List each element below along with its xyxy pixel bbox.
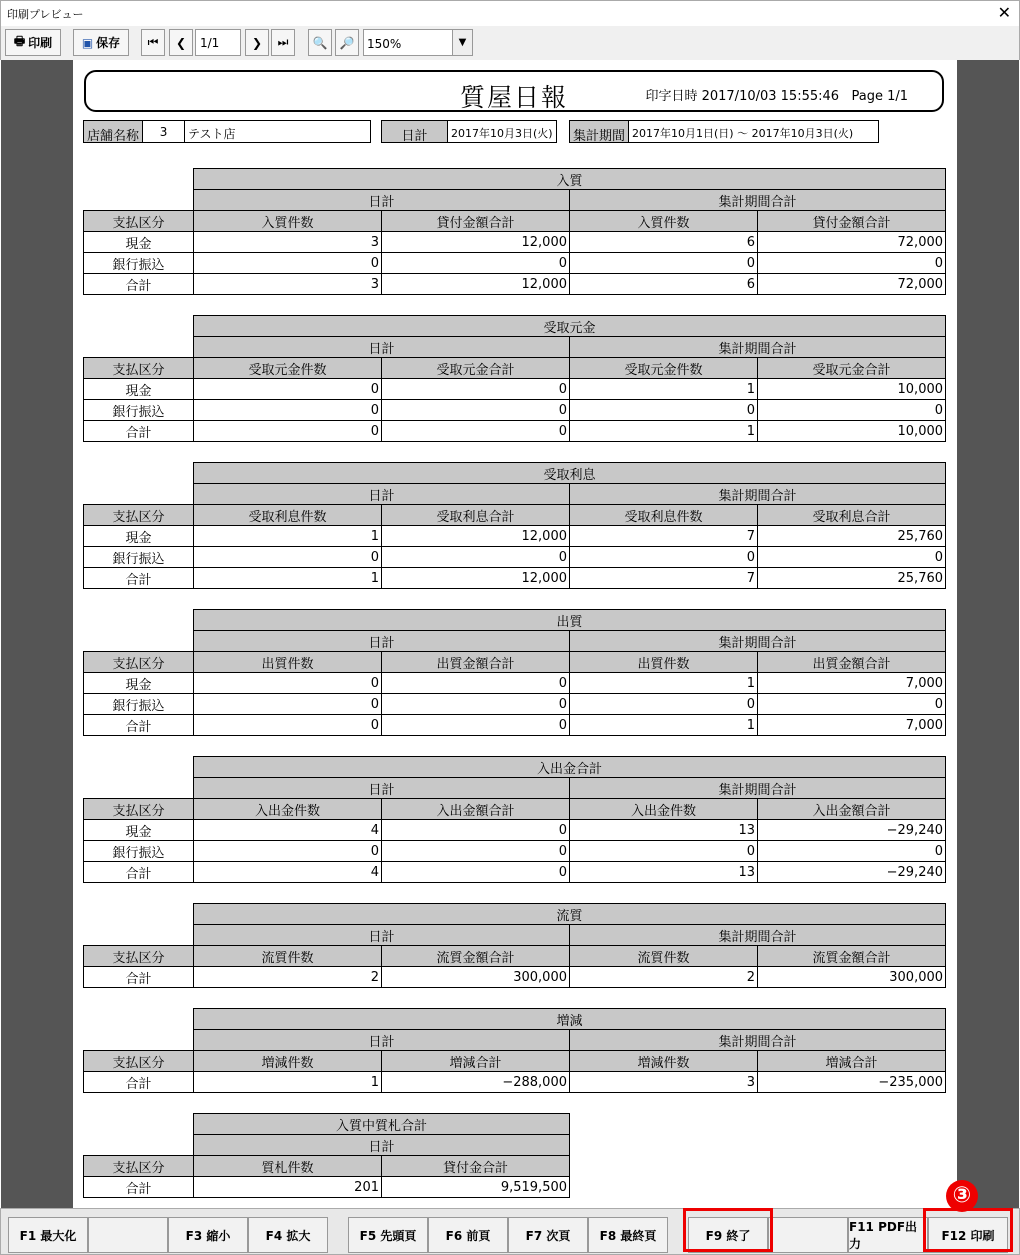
printer-icon: 🖶 — [13, 34, 26, 48]
value-cell: 10,000 — [758, 379, 946, 400]
value-cell: −29,240 — [758, 820, 946, 841]
column-header: 増減合計 — [758, 1051, 946, 1072]
value-cell: 13 — [570, 820, 758, 841]
column-header: 受取元金件数 — [570, 358, 758, 379]
value-cell: 0 — [382, 820, 570, 841]
section-title: 入質 — [194, 169, 946, 190]
group-header-period: 集計期間合計 — [570, 337, 946, 358]
daily-info: 日計 2017年10月3日(火) — [381, 120, 557, 143]
table-row — [84, 421, 946, 442]
blank-cell — [84, 484, 194, 505]
value-cell: 300,000 — [758, 967, 946, 988]
value-cell: 201 — [194, 1177, 382, 1198]
value-cell: 1 — [570, 379, 758, 400]
table-row — [84, 274, 946, 295]
period-info: 集計期間 2017年10月1日(日) ～ 2017年10月3日(火) — [569, 120, 879, 143]
function-key-bar — [0, 1208, 1020, 1255]
value-cell: 0 — [194, 841, 382, 862]
value-cell: 12,000 — [382, 274, 570, 295]
table-row — [84, 526, 946, 547]
value-cell: 0 — [758, 694, 946, 715]
group-header-daily: 日計 — [194, 337, 570, 358]
table-row — [84, 694, 946, 715]
group-header-period: 集計期間合計 — [570, 190, 946, 211]
value-cell: 2 — [570, 967, 758, 988]
highlight-f12 — [923, 1208, 1013, 1252]
preview-viewer[interactable] — [1, 60, 1019, 1208]
group-header-daily: 日計 — [194, 1030, 570, 1051]
value-cell: 0 — [382, 694, 570, 715]
value-cell: 13 — [570, 862, 758, 883]
column-header: 流質金額合計 — [758, 946, 946, 967]
value-cell: 6 — [570, 274, 758, 295]
value-cell: 0 — [382, 841, 570, 862]
table-row — [84, 379, 946, 400]
value-cell: 25,760 — [758, 568, 946, 589]
group-header-period: 集計期間合計 — [570, 925, 946, 946]
value-cell: 9,519,500 — [382, 1177, 570, 1198]
value-cell: 1 — [194, 1072, 382, 1093]
section-table — [83, 462, 946, 589]
value-cell: 0 — [194, 715, 382, 736]
value-cell: 0 — [194, 379, 382, 400]
value-cell: 3 — [570, 1072, 758, 1093]
zoom-out-button[interactable] — [308, 29, 332, 56]
group-header-daily: 日計 — [194, 778, 570, 799]
highlight-f9 — [683, 1208, 773, 1252]
last-page-icon: ⏭ — [277, 35, 289, 49]
column-header: 増減件数 — [194, 1051, 382, 1072]
f9-exit-button[interactable]: F9 終了 — [688, 1217, 768, 1253]
column-header: 流質金額合計 — [382, 946, 570, 967]
value-cell: 0 — [194, 253, 382, 274]
column-header: 入出金額合計 — [382, 799, 570, 820]
section-table — [83, 756, 946, 883]
group-header-period: 集計期間合計 — [570, 1030, 946, 1051]
zoom-value: 150% — [367, 37, 402, 51]
column-header: 受取利息件数 — [570, 505, 758, 526]
value-cell: 72,000 — [758, 274, 946, 295]
section-title: 入質中質札合計 — [194, 1114, 570, 1135]
value-cell: 1 — [194, 568, 382, 589]
value-cell: 0 — [758, 253, 946, 274]
blank-cell — [84, 316, 194, 337]
value-cell: 12,000 — [382, 232, 570, 253]
chevron-down-icon[interactable]: ▼ — [452, 30, 472, 55]
table-row — [84, 1072, 946, 1093]
section-table — [83, 168, 946, 295]
row-label: 現金 — [84, 673, 194, 694]
pay-type-header: 支払区分 — [84, 1156, 194, 1177]
column-header: 受取元金合計 — [382, 358, 570, 379]
group-header-daily: 日計 — [194, 631, 570, 652]
value-cell: 0 — [194, 694, 382, 715]
column-header: 貸付金額合計 — [382, 211, 570, 232]
column-header: 入出金件数 — [194, 799, 382, 820]
table-row — [84, 1177, 570, 1198]
value-cell: 0 — [570, 841, 758, 862]
value-cell: 3 — [194, 232, 382, 253]
store-info: 店舗名称 3 テスト店 — [83, 120, 371, 143]
value-cell: 25,760 — [758, 526, 946, 547]
row-label: 合計 — [84, 715, 194, 736]
value-cell: 72,000 — [758, 232, 946, 253]
section-table — [83, 315, 946, 442]
print-datetime: 印字日時 2017/10/03 15:55:46 Page 1/1 — [645, 89, 908, 104]
value-cell: 0 — [758, 400, 946, 421]
column-header: 受取利息件数 — [194, 505, 382, 526]
f1-maximize-button[interactable]: F1 最大化 — [8, 1217, 88, 1253]
column-header: 出質金額合計 — [758, 652, 946, 673]
value-cell: 0 — [758, 547, 946, 568]
pay-type-header: 支払区分 — [84, 358, 194, 379]
toolbar — [0, 26, 1020, 60]
blank-cell — [84, 1030, 194, 1051]
value-cell: 300,000 — [382, 967, 570, 988]
table-row — [84, 400, 946, 421]
table-row — [84, 820, 946, 841]
f3-zoom-out-button[interactable]: F3 縮小 — [168, 1217, 248, 1253]
value-cell: 0 — [382, 547, 570, 568]
row-label: 銀行振込 — [84, 841, 194, 862]
column-header: 入出金件数 — [570, 799, 758, 820]
next-page-button[interactable] — [245, 29, 269, 56]
column-header: 受取利息合計 — [758, 505, 946, 526]
column-header: 増減件数 — [570, 1051, 758, 1072]
value-cell: 0 — [194, 547, 382, 568]
column-header: 貸付金額合計 — [758, 211, 946, 232]
report-header — [84, 70, 944, 112]
window-titlebar — [0, 0, 1020, 26]
value-cell: 0 — [382, 421, 570, 442]
value-cell: −29,240 — [758, 862, 946, 883]
value-cell: 1 — [570, 673, 758, 694]
blank-cell — [84, 463, 194, 484]
value-cell: 0 — [570, 547, 758, 568]
report-title: 質屋日報 — [459, 83, 568, 112]
table-row — [84, 673, 946, 694]
page-label: Page 1/1 — [851, 89, 908, 104]
blank-cell — [84, 904, 194, 925]
value-cell: 12,000 — [382, 526, 570, 547]
group-header-period: 集計期間合計 — [570, 631, 946, 652]
section-table — [83, 1008, 946, 1093]
zoom-in-icon: 🔎 — [339, 35, 355, 50]
row-label: 銀行振込 — [84, 547, 194, 568]
column-header: 受取利息合計 — [382, 505, 570, 526]
blank-cell — [84, 169, 194, 190]
section-table — [83, 1113, 570, 1198]
row-label: 合計 — [84, 568, 194, 589]
zoom-select[interactable] — [363, 29, 473, 56]
group-header-daily: 日計 — [194, 190, 570, 211]
prev-page-button[interactable] — [169, 29, 193, 56]
zoom-out-icon: 🔍 — [312, 35, 328, 50]
value-cell: 0 — [570, 694, 758, 715]
row-label: 合計 — [84, 1072, 194, 1093]
value-cell: 0 — [194, 400, 382, 421]
f7-next-page-button[interactable]: F7 次頁 — [508, 1217, 588, 1253]
table-row — [84, 253, 946, 274]
blank-cell — [84, 778, 194, 799]
section-title: 流質 — [194, 904, 946, 925]
column-header: 流質件数 — [570, 946, 758, 967]
row-label: 現金 — [84, 820, 194, 841]
value-cell: 0 — [758, 841, 946, 862]
value-cell: 4 — [194, 862, 382, 883]
value-cell: 7 — [570, 568, 758, 589]
blank-cell — [84, 337, 194, 358]
pay-type-header: 支払区分 — [84, 505, 194, 526]
close-icon[interactable]: ✕ — [997, 3, 1011, 22]
blank-cell — [84, 757, 194, 778]
chevron-left-icon: ❮ — [175, 35, 187, 50]
table-row — [84, 568, 946, 589]
value-cell: −288,000 — [382, 1072, 570, 1093]
row-label: 合計 — [84, 1177, 194, 1198]
row-label: 合計 — [84, 862, 194, 883]
value-cell: 0 — [382, 253, 570, 274]
group-header-period: 集計期間合計 — [570, 778, 946, 799]
section-title: 入出金合計 — [194, 757, 946, 778]
page-number-input[interactable]: 1/1 — [195, 29, 241, 56]
value-cell: 10,000 — [758, 421, 946, 442]
section-table — [83, 609, 946, 736]
value-cell: 1 — [570, 421, 758, 442]
column-header: 受取元金件数 — [194, 358, 382, 379]
section-title: 増減 — [194, 1009, 946, 1030]
first-page-button[interactable] — [141, 29, 165, 56]
column-header: 質札件数 — [194, 1156, 382, 1177]
table-row — [84, 715, 946, 736]
period-value: 2017年10月1日(日) ～ 2017年10月3日(火) — [632, 127, 854, 140]
table-row — [84, 547, 946, 568]
f6-prev-page-button[interactable]: F6 前頁 — [428, 1217, 508, 1253]
column-header: 入出金額合計 — [758, 799, 946, 820]
blank-cell — [84, 925, 194, 946]
section-title: 受取元金 — [194, 316, 946, 337]
value-cell: 3 — [194, 274, 382, 295]
value-cell: 0 — [382, 379, 570, 400]
column-header: 出質件数 — [194, 652, 382, 673]
chevron-right-icon: ❯ — [251, 35, 263, 50]
step-badge: ③ — [946, 1180, 978, 1212]
table-row — [84, 967, 946, 988]
section-title: 出質 — [194, 610, 946, 631]
value-cell: 0 — [194, 673, 382, 694]
value-cell: 0 — [194, 421, 382, 442]
row-label: 銀行振込 — [84, 400, 194, 421]
column-header: 増減合計 — [382, 1051, 570, 1072]
value-cell: 7,000 — [758, 673, 946, 694]
f10-blank-button — [768, 1217, 848, 1253]
floppy-icon: ▣ — [81, 35, 94, 50]
f11-pdf-export-button[interactable]: F11 PDF出力 — [848, 1217, 928, 1253]
value-cell: 0 — [570, 253, 758, 274]
column-header: 出質金額合計 — [382, 652, 570, 673]
pay-type-header: 支払区分 — [84, 211, 194, 232]
pay-type-header: 支払区分 — [84, 1051, 194, 1072]
value-cell: 0 — [382, 400, 570, 421]
blank-cell — [84, 1009, 194, 1030]
row-label: 銀行振込 — [84, 253, 194, 274]
zoom-in-button[interactable] — [335, 29, 359, 56]
table-row — [84, 841, 946, 862]
row-label: 現金 — [84, 379, 194, 400]
column-header: 受取元金合計 — [758, 358, 946, 379]
value-cell: 2 — [194, 967, 382, 988]
f12-print-button[interactable]: F12 印刷 — [928, 1217, 1008, 1253]
last-page-button[interactable] — [271, 29, 295, 56]
store-code: 3 — [143, 121, 185, 142]
group-header-period: 集計期間合計 — [570, 484, 946, 505]
column-header: 流質件数 — [194, 946, 382, 967]
pay-type-header: 支払区分 — [84, 652, 194, 673]
group-header-daily: 日計 — [194, 925, 570, 946]
pay-type-header: 支払区分 — [84, 946, 194, 967]
f2-blank-button — [88, 1217, 168, 1253]
first-page-icon: ⏮ — [147, 35, 159, 49]
column-header: 出質件数 — [570, 652, 758, 673]
value-cell: 0 — [382, 673, 570, 694]
value-cell: 0 — [382, 862, 570, 883]
report-page — [73, 60, 957, 1208]
save-button[interactable]: ▣ 保存 — [73, 29, 129, 56]
f8-last-page-button[interactable]: F8 最終頁 — [588, 1217, 668, 1253]
value-cell: 12,000 — [382, 568, 570, 589]
group-header-daily: 日計 — [194, 1135, 570, 1156]
row-label: 合計 — [84, 421, 194, 442]
row-label: 現金 — [84, 232, 194, 253]
value-cell: 7,000 — [758, 715, 946, 736]
table-row — [84, 862, 946, 883]
blank-cell — [84, 631, 194, 652]
blank-cell — [84, 1114, 194, 1135]
print-button[interactable]: 🖶 印刷 — [5, 29, 61, 56]
blank-cell — [84, 1135, 194, 1156]
value-cell: 6 — [570, 232, 758, 253]
pay-type-header: 支払区分 — [84, 799, 194, 820]
store-name: テスト店 — [188, 127, 236, 141]
f5-first-page-button[interactable]: F5 先頭頁 — [348, 1217, 428, 1253]
group-header-daily: 日計 — [194, 484, 570, 505]
value-cell: 0 — [382, 715, 570, 736]
column-header: 貸付金合計 — [382, 1156, 570, 1177]
value-cell: 1 — [194, 526, 382, 547]
blank-cell — [84, 610, 194, 631]
row-label: 銀行振込 — [84, 694, 194, 715]
f4-zoom-in-button[interactable]: F4 拡大 — [248, 1217, 328, 1253]
value-cell: 1 — [570, 715, 758, 736]
column-header: 入質件数 — [570, 211, 758, 232]
value-cell: 4 — [194, 820, 382, 841]
daily-date: 2017年10月3日(火) — [451, 127, 553, 140]
section-table — [83, 903, 946, 988]
row-label: 合計 — [84, 274, 194, 295]
value-cell: −235,000 — [758, 1072, 946, 1093]
table-row — [84, 232, 946, 253]
row-label: 合計 — [84, 967, 194, 988]
value-cell: 0 — [570, 400, 758, 421]
window-title: 印刷プレビュー — [7, 8, 84, 21]
column-header: 入質件数 — [194, 211, 382, 232]
row-label: 現金 — [84, 526, 194, 547]
section-title: 受取利息 — [194, 463, 946, 484]
blank-cell — [84, 190, 194, 211]
value-cell: 7 — [570, 526, 758, 547]
